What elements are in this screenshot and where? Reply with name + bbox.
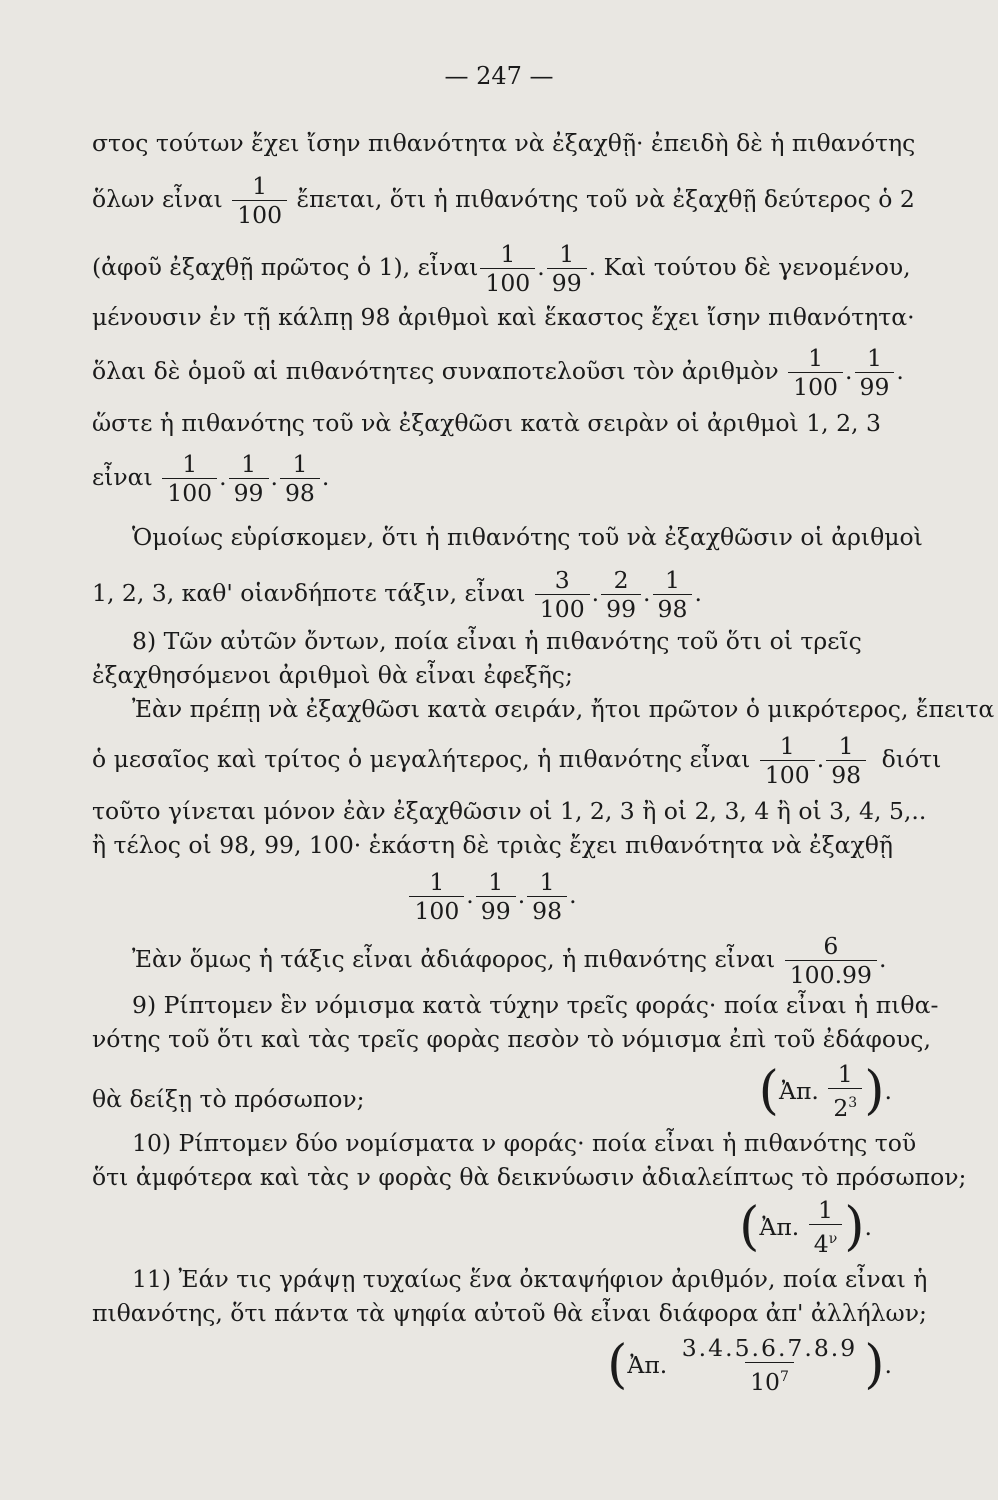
answer: ( Ἀπ. $\frac{3.4.5.6.7.8.9}{10^7}$ ) . <box>607 1334 892 1396</box>
fraction: $\frac{1}{98}$ <box>653 566 693 623</box>
answer-line-11 <box>92 1334 892 1396</box>
text-line-22: ὅτι ἀμφότερα καὶ τὰς ν φορὰς θὰ δεικνύωσιν ἀδιαλείπτως τὸ πρόσωπον; <box>92 1163 967 1191</box>
text: στος τούτων ἔχει ἴσην πιθανότητα νὰ ἐξαχθῇ· ἐπειδὴ δὲ ἡ πιθανότης <box>92 129 916 157</box>
fraction: $\frac{1}{99}$ <box>855 344 895 401</box>
text-line-1 <box>92 128 916 158</box>
fraction: $\frac{3}{100}$ <box>535 566 590 623</box>
centered-formula: $\frac{1}{100}$ . $\frac{1}{99}$ . $\frac{1}{98}$ . <box>92 868 892 925</box>
fraction: $\frac{1}{100}$ <box>788 344 843 401</box>
text: Καὶ τούτου δὲ γενομένου, <box>603 253 911 281</box>
text-line-4: μένουσιν ἐν τῇ κάλπῃ 98 ἀριθμοὶ καὶ ἕκαστος ἔχει ἴσην πιθανότητα· <box>92 303 915 331</box>
problem-11-heading: 11) Ἐάν τις γράψῃ τυχαίως ἕνα ὀκταψήφιον ἀριθμόν, ποία εἶναι ἡ <box>132 1265 928 1293</box>
text-line-13: ὁ μεσαῖος καὶ τρίτος ὁ μεγαλήτερος, ἡ πιθανότης εἶναι $\frac{1}{100}$ . $\frac{1}{98}$ διότι <box>92 732 942 789</box>
problem-8-heading: 8) Τῶν αὐτῶν ὄντων, ποία εἶναι ἡ πιθανότης τοῦ ὅτι οἱ τρεῖς <box>132 627 862 655</box>
text-line-14: τοῦτο γίνεται μόνον ἐὰν ἐξαχθῶσιν οἱ 1, 2, 3 ἢ οἱ 2, 3, 4 ἢ οἱ 3, 4, 5,.. <box>92 797 927 825</box>
fraction: $\frac{1}{100}$ <box>232 172 287 229</box>
page-number: — 247 — <box>444 62 554 90</box>
text-line-2 <box>92 172 915 229</box>
answer: ( Ἀπ. $\frac{1}{4^\nu}$ ) . <box>739 1196 872 1258</box>
fraction: $\frac{2}{99}$ <box>601 566 641 623</box>
text-line-11: ἐξαχθησόμενοι ἀριθμοὶ θὰ εἶναι ἐφεξῆς; <box>92 661 573 689</box>
answer: ( Ἀπ. $\frac{1}{2^3}$ ) . <box>758 1060 892 1122</box>
text: ἔπεται, ὅτι ἡ πιθανότης τοῦ νὰ ἐξαχθῇ δεύτερος ὁ 2 <box>296 185 915 213</box>
text-line-20: θὰ δείξῃ τὸ πρόσωπον; ( Ἀπ. $\frac{1}{2^3}$ ) . <box>92 1060 892 1122</box>
text-line-9: 1, 2, 3, καθ' οἱανδήποτε τάξιν, εἶναι $\frac{3}{100}$ . $\frac{2}{99}$ . $\frac{1}{98}$ . <box>92 566 702 623</box>
fraction: $\frac{1}{100}$ <box>162 450 217 507</box>
answer-line-10 <box>92 1196 872 1258</box>
text-line-7: εἶναι $\frac{1}{100}$ . $\frac{1}{99}$ . $\frac{1}{98}$ . <box>92 450 330 507</box>
fraction: $\frac{1}{99}$ <box>229 450 269 507</box>
fraction: $\frac{1}{100}$ <box>409 868 464 925</box>
fraction: $\frac{1}{98}$ <box>527 868 567 925</box>
text-line-6: ὥστε ἡ πιθανότης τοῦ νὰ ἐξαχθῶσι κατὰ σειρὰν οἱ ἀριθμοὶ 1, 2, 3 <box>92 409 881 437</box>
fraction: $\frac{1}{99}$ <box>476 868 516 925</box>
problem-10-heading: 10) Ρίπτομεν δύο νομίσματα ν φοράς· ποία εἶναι ἡ πιθανότης τοῦ <box>132 1129 917 1157</box>
fraction: $\frac{1}{98}$ <box>826 732 866 789</box>
fraction: $\frac{1}{100}$ <box>480 240 535 297</box>
text: ὅλων εἶναι <box>92 185 223 213</box>
fraction: $\frac{1}{99}$ <box>547 240 587 297</box>
text-line-17: Ἐὰν ὅμως ἡ τάξις εἶναι ἀδιάφορος, ἡ πιθανότης εἶναι $\frac{6}{100.99}$ . <box>132 932 887 989</box>
text-line-3: (ἀφοῦ ἐξαχθῇ πρῶτος ὁ 1), εἶναι $\frac{1}{100}$ . $\frac{1}{99}$ . Καὶ τούτου δὲ γενομένου, <box>92 240 911 297</box>
text-line-19: νότης τοῦ ὅτι καὶ τὰς τρεῖς φορὰς πεσὸν τὸ νόμισμα ἐπὶ τοῦ ἐδάφους, <box>92 1025 931 1053</box>
problem-9-heading: 9) Ρίπτομεν ἓν νόμισμα κατὰ τύχην τρεῖς φοράς· ποία εἶναι ἡ πιθα- <box>132 991 939 1019</box>
text: (ἀφοῦ ἐξαχθῇ πρῶτος ὁ 1), εἶναι <box>92 253 479 281</box>
text-line-12: Ἐὰν πρέπῃ νὰ ἐξαχθῶσι κατὰ σειράν, ἤτοι πρῶτον ὁ μικρότερος, ἔπειτα <box>132 695 995 723</box>
fraction: $\frac{1}{100}$ <box>760 732 815 789</box>
text-line-24: πιθανότης, ὅτι πάντα τὰ ψηφία αὐτοῦ θὰ εἶναι διάφορα ἀπ' ἀλλήλων; <box>92 1299 927 1327</box>
fraction: $\frac{6}{100.99}$ <box>785 932 877 989</box>
fraction: $\frac{1}{98}$ <box>280 450 320 507</box>
text-line-5: ὅλαι δὲ ὁμοῦ αἱ πιθανότητες συναποτελοῦσι τὸν ἀριθμὸν $\frac{1}{100}$ . $\frac{1}{99}$ . <box>92 344 904 401</box>
text-line-8: Ὁμοίως εὑρίσκομεν, ὅτι ἡ πιθανότης τοῦ νὰ ἐξαχθῶσιν οἱ ἀριθμοὶ <box>132 523 923 551</box>
text-line-15: ἢ τέλος οἱ 98, 99, 100· ἑκάστη δὲ τριὰς ἔχει πιθανότητα νὰ ἐξαχθῇ <box>92 831 893 859</box>
